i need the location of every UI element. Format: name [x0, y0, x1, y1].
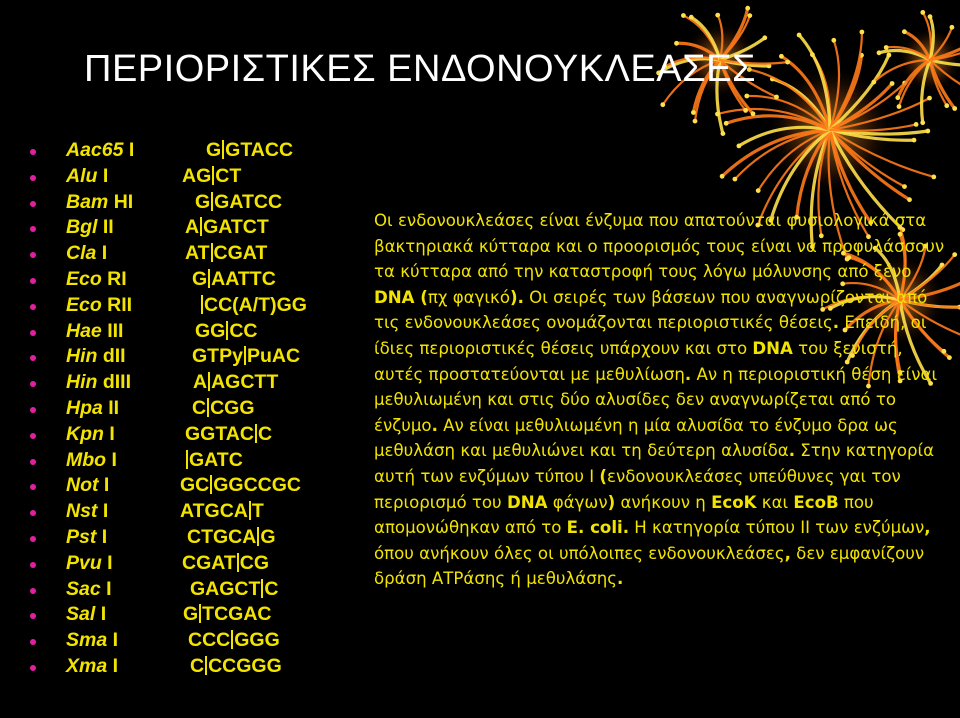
description-segment: Στην κατηγορία αυτή των ενζύμων τύπου Ι — [374, 441, 935, 486]
sequence-segment: PuAC — [246, 345, 301, 368]
description-bold-segment: ). — [509, 287, 524, 307]
recognition-sequence — [193, 370, 278, 396]
sequence-segment: CT — [215, 164, 242, 187]
bullet-dot-icon — [30, 226, 36, 232]
enzyme-name-suffix: I — [98, 474, 110, 497]
enzyme-name-suffix: RII — [101, 293, 133, 316]
enzyme-name-prefix: Hpa — [66, 396, 103, 419]
sequence-segment: CCC — [188, 629, 231, 652]
enzyme-name — [66, 164, 108, 190]
description-segment: όπου ανήκουν όλες οι υπόλοιπες ενδονουκλεάσες — [374, 543, 785, 563]
sequence-segment: AATTC — [211, 267, 276, 290]
sequence-segment: GC — [180, 474, 210, 497]
enzyme-name — [66, 448, 117, 474]
enzyme-name-prefix: Bgl — [66, 216, 98, 239]
description-segment: ανήκουν η — [615, 492, 712, 512]
cut-site-marker — [255, 424, 257, 443]
recognition-sequence — [190, 654, 282, 680]
sequence-segment: CGG — [210, 396, 255, 419]
description-segment: ενδονουκλεάσες υπεύθυνες γαι τον περιορισμό του — [374, 466, 901, 512]
recognition-sequence — [183, 602, 272, 628]
sequence-segment: G — [192, 267, 208, 290]
enzyme-name — [66, 138, 134, 164]
recognition-sequence — [190, 577, 279, 603]
enzyme-name-suffix: I — [100, 577, 112, 600]
bullet-dot-icon — [30, 613, 36, 619]
enzyme-name-prefix: Not — [66, 474, 99, 497]
description-segment: πχ φαγικό — [427, 287, 510, 307]
enzyme-name — [66, 473, 109, 499]
recognition-sequence — [192, 344, 300, 370]
slide-title: ΠΕΡΙΟΡΙΣΤΙΚΕΣ ΕΝΔΟΝΟΥΚΛΕΑΣΕΣ — [84, 48, 756, 90]
sequence-segment: CGAT — [182, 551, 236, 574]
sequence-segment: CGAT — [213, 242, 268, 265]
sequence-segment: AG — [182, 164, 212, 187]
bullet-dot-icon — [30, 433, 36, 439]
description-segment: Οι σειρές των βάσεων που αναγνωρίζονται από τις ενδονουκλεάσες ονομάζονται περιοριστικές θέσεις — [374, 287, 928, 333]
description-segment: Οι ενδονουκλεάσες είναι ένζυμα που απατούνται φυσιολογικά στα βακτηριακά κύτταρα και ο προορισμός τους είναι να προφυλάσσουν τα κύτταρα από την καταστροφή τους λόγω μόλυνσης από ξένο — [374, 211, 945, 282]
enzyme-name — [66, 551, 113, 577]
enzyme-name-suffix: dII — [97, 345, 126, 368]
description-bold-segment: DNA — [506, 492, 548, 512]
description-segment: Η κατηγορία τύπου ΙΙ των ενζύμων — [629, 518, 925, 538]
enzyme-name-prefix: Sal — [66, 603, 96, 626]
cut-site-marker — [201, 295, 203, 314]
sequence-segment: C — [190, 654, 205, 677]
sequence-segment: T — [251, 500, 264, 523]
enzyme-name — [66, 267, 127, 293]
description-segment: Επειδή, οι ίδιες περιοριστικές θέσεις υπάρχουν και στο — [374, 313, 927, 358]
bullet-dot-icon — [30, 510, 36, 516]
sequence-segment: C — [257, 422, 273, 445]
bullet-dot-icon — [30, 562, 36, 568]
enzyme-name-prefix: Bam — [66, 190, 109, 213]
description-segment: και — [756, 492, 794, 512]
description-bold-segment: . — [832, 313, 840, 333]
enzyme-name — [66, 525, 107, 551]
enzyme-name-suffix: I — [103, 422, 115, 445]
sequence-segment: GATCC — [214, 190, 283, 213]
enzyme-name — [66, 654, 118, 680]
cut-site-marker — [199, 604, 201, 623]
enzyme-name-suffix: I — [97, 500, 109, 523]
sequence-segment: GGTAC — [185, 422, 254, 445]
enzyme-name-prefix: Hin — [66, 371, 98, 394]
bullet-dot-icon — [30, 252, 36, 258]
recognition-sequence — [180, 499, 264, 525]
sequence-segment: G — [260, 525, 276, 548]
recognition-sequence — [185, 448, 243, 474]
description-bold-segment: DNA ( — [374, 287, 428, 307]
enzyme-name — [66, 602, 106, 628]
recognition-sequence — [185, 422, 272, 448]
description-paragraph — [374, 208, 950, 592]
sequence-segment: GG — [195, 319, 226, 342]
description-bold-segment: E. coli. — [566, 518, 630, 538]
recognition-sequence — [182, 551, 269, 577]
enzyme-name-suffix: II — [102, 396, 120, 419]
sequence-segment: CTGCA — [187, 525, 257, 548]
description-bold-segment: ) — [607, 492, 616, 512]
enzyme-name-suffix: I — [107, 654, 119, 677]
enzyme-name-prefix: Alu — [66, 164, 98, 187]
bullet-dot-icon — [30, 665, 36, 671]
enzyme-name-suffix: I — [106, 448, 117, 471]
recognition-sequence — [185, 215, 269, 241]
sequence-segment: CC(A/T)GG — [204, 293, 307, 316]
sequence-segment: CG — [239, 551, 270, 574]
description-bold-segment: . — [788, 441, 795, 461]
cut-site-marker — [200, 217, 202, 236]
enzyme-name-suffix: I — [97, 164, 109, 187]
cut-site-marker — [244, 346, 246, 365]
enzyme-name-prefix: Sac — [66, 577, 101, 600]
description-bold-segment: EcoK — [711, 492, 757, 512]
recognition-sequence — [195, 319, 258, 345]
sequence-segment: GGCCGC — [213, 474, 301, 497]
enzyme-name — [66, 577, 112, 603]
description-bold-segment: . — [684, 364, 692, 384]
enzyme-name-prefix: Sma — [66, 629, 108, 652]
enzyme-name — [66, 241, 107, 267]
description-bold-segment: EcoB — [793, 492, 839, 512]
enzyme-name — [66, 344, 126, 370]
cut-site-marker — [210, 475, 212, 494]
description-bold-segment: DNA — [752, 338, 793, 358]
cut-site-marker — [186, 450, 188, 469]
bullet-dot-icon — [30, 149, 36, 155]
description-bold-segment: , — [784, 543, 791, 563]
bullet-dot-icon — [30, 459, 36, 465]
enzyme-name-prefix: Aac65 — [66, 139, 124, 161]
description-segment: δεν εμφανίζουν δράση ΑΤΡάσης ή μεθυλάσης — [374, 543, 925, 589]
cut-site-marker — [205, 656, 207, 675]
enzyme-name-suffix: dIII — [97, 371, 132, 394]
description-segment: φάγων — [547, 492, 608, 512]
recognition-sequence — [192, 396, 255, 422]
sequence-segment: CCGGG — [208, 654, 282, 677]
enzyme-name — [66, 370, 131, 396]
cut-site-marker — [212, 166, 214, 185]
enzyme-name-suffix: I — [101, 551, 113, 574]
bullet-dot-icon — [30, 201, 36, 207]
sequence-segment: AT — [185, 242, 210, 265]
enzyme-name-suffix: I — [96, 525, 108, 548]
enzyme-name — [66, 215, 114, 241]
description-bold-segment: . — [431, 415, 438, 435]
enzyme-name-suffix: I — [107, 629, 119, 652]
sequence-segment: TCGAC — [202, 603, 272, 626]
enzyme-name-prefix: Cla — [66, 242, 97, 265]
enzyme-name-suffix: II — [97, 216, 114, 239]
sequence-segment: GATC — [189, 448, 243, 471]
bullet-dot-icon — [30, 278, 36, 284]
sequence-segment: ATGCA — [180, 500, 248, 523]
recognition-sequence — [180, 473, 301, 499]
description-segment: Αν η περιοριστική θέση είναι μεθυλιωμένη και στις δύο αλυσίδες δεν αναγνωρίζεται από το ένζυμο — [374, 364, 938, 435]
recognition-sequence — [182, 164, 241, 190]
recognition-sequence — [185, 241, 267, 267]
bullet-dot-icon — [30, 381, 36, 387]
sequence-segment: G — [206, 139, 222, 161]
sequence-segment: GTACC — [225, 139, 294, 161]
description-segment: που απομονώθηκαν από το — [374, 492, 874, 538]
sequence-segment: GATCT — [203, 216, 269, 239]
cut-site-marker — [222, 140, 224, 159]
bullet-dot-icon — [30, 175, 36, 181]
enzyme-name-prefix: Nst — [66, 500, 98, 523]
cut-site-marker — [208, 372, 210, 391]
recognition-sequence — [200, 293, 307, 319]
enzyme-name-suffix: III — [101, 319, 124, 342]
bullet-dot-icon — [30, 304, 36, 310]
recognition-sequence — [206, 138, 293, 164]
recognition-sequence — [188, 628, 280, 654]
cut-site-marker — [249, 501, 251, 520]
sequence-segment: C — [192, 396, 207, 419]
sequence-segment: CC — [229, 319, 258, 342]
recognition-sequence — [195, 190, 282, 216]
enzyme-name-suffix: I — [95, 603, 107, 626]
enzyme-name — [66, 499, 108, 525]
enzyme-name-suffix: RI — [101, 267, 127, 290]
sequence-segment: GTPy — [192, 345, 243, 368]
enzyme-name-prefix: Pvu — [66, 551, 102, 574]
cut-site-marker — [211, 192, 213, 211]
enzyme-name — [66, 319, 123, 345]
sequence-segment: A — [193, 371, 208, 394]
cut-site-marker — [211, 243, 213, 262]
sequence-segment: A — [185, 216, 200, 239]
enzyme-name-prefix: Pst — [66, 525, 97, 548]
description-bold-segment: . — [617, 569, 624, 589]
sequence-segment: GGG — [234, 629, 280, 652]
bullet-dot-icon — [30, 484, 36, 490]
description-bold-segment: ( — [599, 466, 607, 486]
enzyme-name-prefix: Eco — [66, 267, 102, 290]
enzyme-name-prefix: Mbo — [66, 448, 107, 471]
enzyme-name — [66, 293, 132, 319]
bullet-dot-icon — [30, 588, 36, 594]
sequence-segment: GAGCT — [190, 577, 261, 600]
enzyme-name-prefix: Eco — [66, 293, 102, 316]
sequence-segment: C — [264, 577, 279, 600]
bullet-dot-icon — [30, 407, 36, 413]
bullet-dot-icon — [30, 639, 36, 645]
description-segment: του ξενιστή, αυτές προστατεύονται με μεθυλίωση — [374, 338, 903, 384]
enzyme-name-prefix: Kpn — [66, 422, 104, 445]
enzyme-name-suffix: HI — [108, 190, 134, 213]
description-bold-segment: , — [924, 518, 931, 538]
enzyme-name — [66, 190, 133, 216]
sequence-segment: G — [183, 603, 199, 626]
recognition-sequence — [187, 525, 276, 551]
bullet-dot-icon — [30, 330, 36, 336]
enzyme-name — [66, 396, 119, 422]
enzyme-name — [66, 422, 115, 448]
sequence-segment: G — [195, 190, 211, 213]
enzyme-name-suffix: I — [123, 139, 135, 161]
description-segment: Αν είναι μεθυλιωμένη η μία αλυσίδα το ένζυμο δρα ως μεθυλάση και μεθυλιώνει και τη δεύτερη αλυσίδα — [374, 415, 898, 461]
cut-site-marker — [237, 553, 239, 572]
sequence-segment: AGCTT — [211, 371, 279, 394]
enzyme-name-prefix: Hae — [66, 319, 102, 342]
cut-site-marker — [231, 630, 233, 649]
bullet-dot-icon — [30, 536, 36, 542]
bullet-dot-icon — [30, 355, 36, 361]
cut-site-marker — [207, 398, 209, 417]
enzyme-name-prefix: Xma — [66, 654, 108, 677]
enzyme-name-prefix: Hin — [66, 345, 98, 368]
enzyme-name-suffix: I — [96, 242, 108, 265]
enzyme-name — [66, 628, 118, 654]
recognition-sequence — [192, 267, 276, 293]
cut-site-marker — [208, 269, 210, 288]
